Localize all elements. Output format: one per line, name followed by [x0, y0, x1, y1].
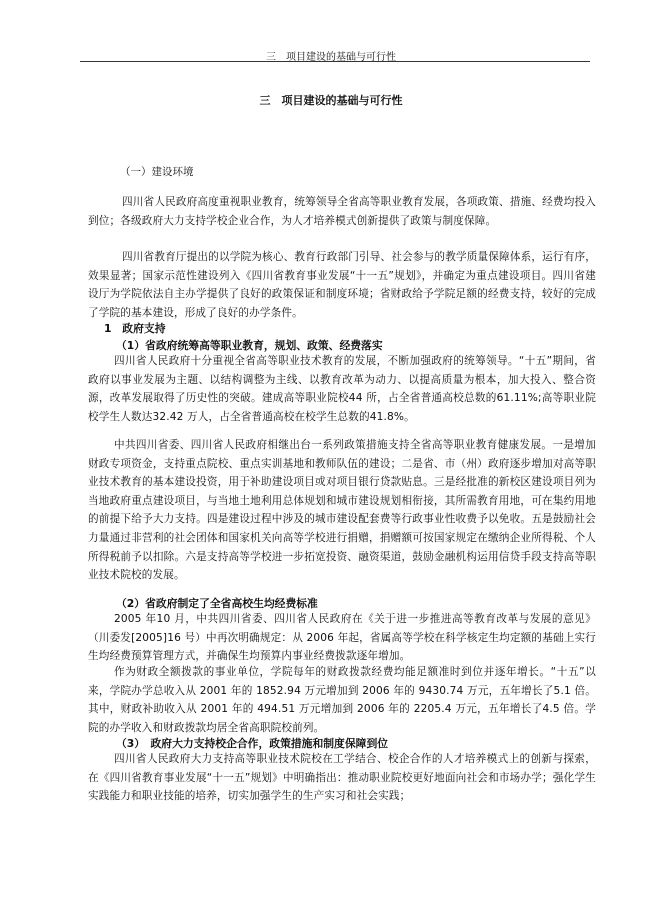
paragraph-7: 四川省人民政府大力支持高等职业技术院校在工学结合、校企合作的人才培养模式上的创新与探索，在《四川省教育事业发展“十一五”规划》中明确指出：推动职业院校更好地面向社会和市场办学；强化学生实践能力和职业技能的培养，切实加强学生的生产实习和社会实践； [88, 753, 596, 802]
running-header: 三 项目建设的基础与可行性 [266, 52, 396, 63]
paragraph-4: 中共四川省委、四川省人民政府相继出台一系列政策措施支持全省高等职业教育健康发展。一是增加财政专项资金，支持重点院校、重点实训基地和教师队伍的建设；二是省、市（州）政府逐步增加对高等职业技术教育的基本建设投资，用于补助建设项目或对项目银行贷款贴息。三是经批准的新校区建设项目列为当地政府重点建设项目，与当地土地利用总体规划和城市建设规划相衔接，其所需教育用地，可在集约用地的前提下给予大力支持。四是建设过程中涉及的城市建设配套费等行政事业性收费予以免收。五是鼓励社会力量通过非营利的社会团体和国家机关向高等学校进行捐赠，捐赠额可按国家规定在缴纳企业所得税、个人所得税前予以扣除。六是支持高等学校进一步拓宽投资、融资渠道，鼓励金融机构运用信贷手段支持高等职业技术院校的发展。 [88, 439, 596, 582]
heading-provincial-coordination: （1）省政府统筹高等职业教育，规划、政策、经费落实 [116, 339, 383, 352]
paragraph-2: 四川省教育厅提出的以学院为核心、教育行政部门引导、社会参与的教学质量保障体系，运行有序，效果显著；国家示范性建设列入《四川省教育事业发展“十一五”规划》，并确定为重点建设项目。四川省建设厅为学院依法自主办学提供了良好的政策保证和制度环境；省财政给予学院足额的经费支持，较好的完成了学院的基本建设，形成了良好的办学条件。 [88, 251, 596, 319]
paragraph-6: 作为财政全额拨款的事业单位，学院每年的财政拨款经费均能足额准时到位并逐年增长。“十五”以来，学院办学总收入从 2001 年的 1852.94 万元增加到 2006 年的 9430.74 万元，五年增长了5.1 倍。其中，财政补助收入从 2001 年的 494.51 万元增加到 2006 年的 2205.4 万元，五年增长了4.5 倍。学院的办学收入和财政拨款均居全省高职院校前列。 [88, 666, 596, 734]
section-subtitle: （一）建设环境 [120, 166, 194, 178]
paragraph-3: 四川省人民政府十分重视全省高等职业技术教育的发展，不断加强政府的统筹领导。“十五”期间，省政府以事业发展为主题、以结构调整为主线、以教育改革为动力、以提高质量为根本，加大投入、整合资源，改革发展取得了历史性的突破。建成高等职业院校44 所，占全省普通高校总数的61.11%;高等职业院校学生人数达32.42 万人，占全省普通高校在校学生总数的41.8%。 [88, 355, 596, 423]
page-title: 三 项目建设的基础与可行性 [259, 94, 403, 107]
heading-funding-standard: （2）省政府制定了全省高校生均经费标准 [116, 597, 318, 610]
paragraph-5: 2005 年10 月，中共四川省委、四川省人民政府在《关于进一步推进高等教育改革与发展的意见》（川委发[2005]16 号）中再次明确规定：从 2006 年起，省属高等学校在科学核定生均定额的基础上实行生均经费预算管理方式，并确保生均预算内事业经费拨款逐年增加。 [88, 613, 596, 662]
heading-school-enterprise: （3） 政府大力支持校企合作，政策措施和制度保障到位 [116, 737, 389, 750]
header-rule [80, 61, 590, 62]
paragraph-1: 四川省人民政府高度重视职业教育，统筹领导全省高等职业教育发展，各项政策、措施、经费均投入到位；各级政府大力支持学校企业合作，为人才培养模式创新提供了政策与制度保障。 [88, 196, 596, 227]
heading-government-support: 1 政府支持 [104, 322, 166, 335]
